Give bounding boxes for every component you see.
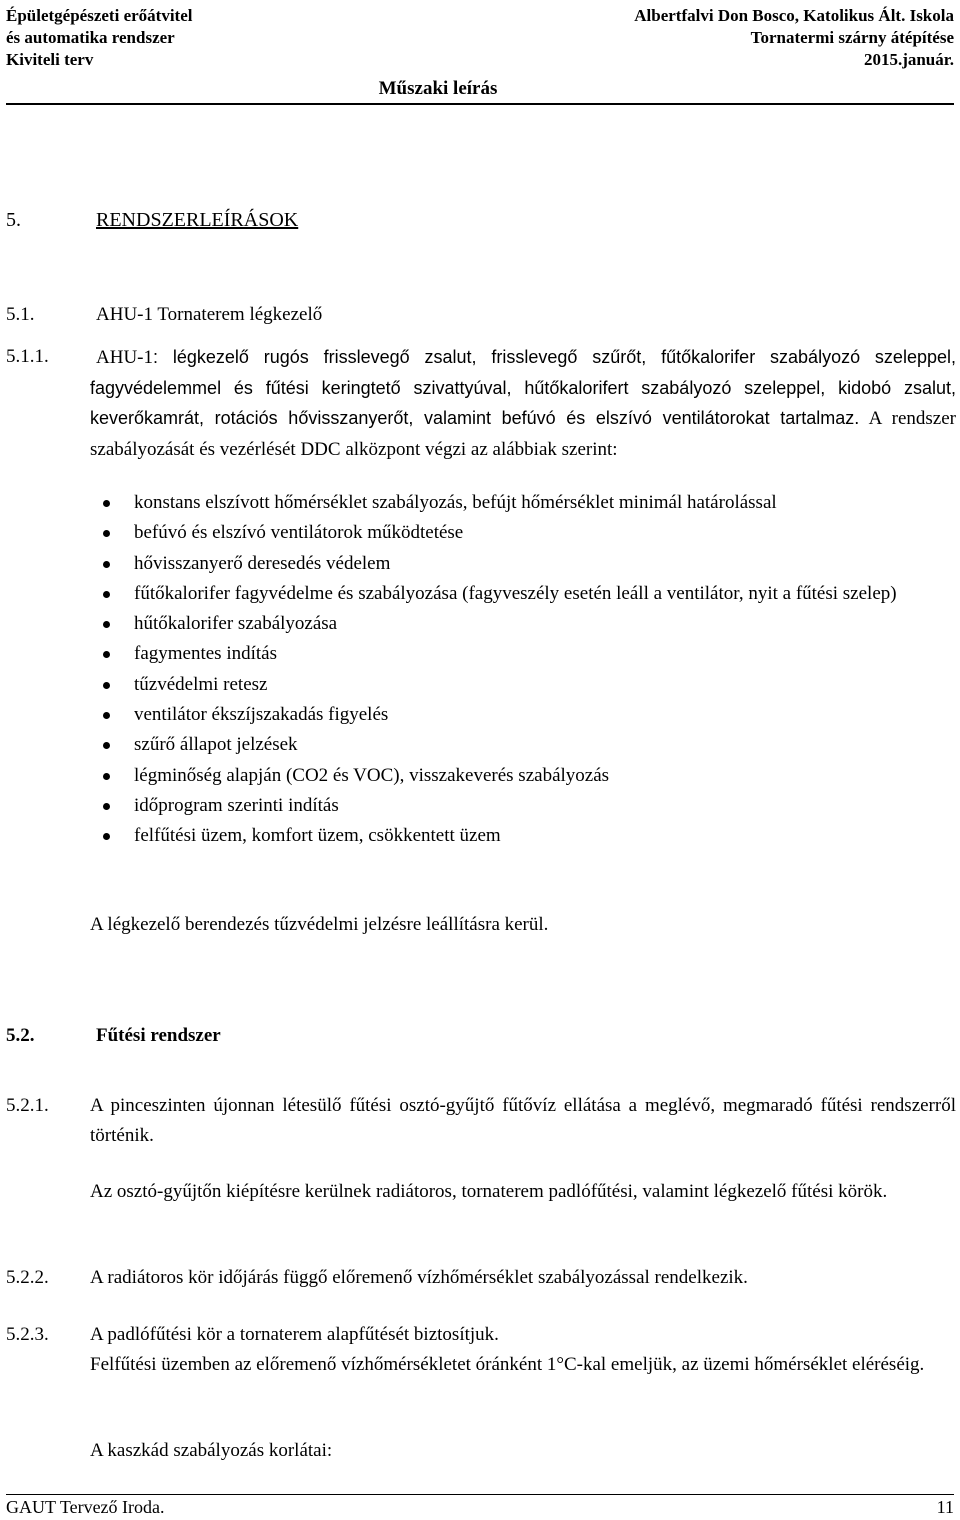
- header-rule: [6, 103, 954, 105]
- list-item: befúvó és elszívó ventilátorok működtetése: [92, 518, 954, 548]
- section-5-1-number: 5.1.: [6, 304, 35, 325]
- list-item: ventilátor ékszíjszakadás figyelés: [92, 700, 954, 730]
- footer-company: GAUT Tervező Iroda.: [6, 1497, 165, 1517]
- fire-shutdown-note: A légkezelő berendezés tűzvédelmi jelzésre leállításra kerül.: [90, 914, 549, 935]
- section-5-2-title: Fűtési rendszer: [96, 1025, 221, 1046]
- section-5-2-number: 5.2.: [6, 1025, 35, 1046]
- list-item: hővisszanyerő deresedés védelem: [92, 549, 954, 579]
- list-item: hűtőkalorifer szabályozása: [92, 609, 954, 639]
- header-right-line-2: Tornatermi szárny átépítése: [750, 28, 954, 47]
- section-5-2-3-paragraph-2: Felfűtési üzemben az előremenő vízhőmérsékletet óránként 1°C-kal emeljük, az üzemi hőmérséklet eléréséig.: [90, 1354, 925, 1375]
- list-item: időprogram szerinti indítás: [92, 791, 954, 821]
- section-5-2-1-number: 5.2.1.: [6, 1095, 49, 1116]
- section-5-1-1-paragraph: [90, 342, 956, 465]
- section-5-2-1-paragraph-1: A pinceszinten újonnan létesülő fűtési osztó-gyűjtő fűtővíz ellátása a meglévő, megmaradó fűtési rendszerről történik.: [90, 1095, 956, 1146]
- section-5-heading: [6, 208, 298, 232]
- section-5-title: RENDSZERLEÍRÁSOK: [96, 209, 299, 231]
- section-5-2-3-number: 5.2.3.: [6, 1324, 49, 1345]
- header-left: [6, 5, 192, 71]
- footer-rule: [6, 1494, 954, 1495]
- control-features-list: [92, 488, 954, 852]
- ahu-description: : légkezelő rugós frisslevegő zsalut, frisslevegő szűrőt, fűtőkalorifer szabályozó szeleppel, fagyvédelemmel és fűtési keringtető szivattyúval, hűtőkalorifert szabályozó szeleppel, kidobó zsalut, keverőkamrát, rotációs hővisszanyerőt, valamint befúvó és elszívó ventilátorokat tartalmaz.: [90, 347, 956, 428]
- section-5-1-1-number: 5.1.1.: [6, 346, 49, 367]
- section-5-2-3-line-1: A padlófűtési kör a tornaterem alapfűtését biztosítjuk.: [90, 1324, 499, 1345]
- section-5-1-title: AHU-1 Tornaterem légkezelő: [96, 304, 323, 325]
- ahu-label: AHU-1: [96, 347, 153, 368]
- header-right: [634, 5, 954, 71]
- ddc-description: A rendszer szabályozását és vezérlését DDC alközpont végzi az alábbiak szerint:: [90, 408, 956, 460]
- list-item: légminőség alapján (CO2 és VOC), visszakeverés szabályozás: [92, 761, 954, 791]
- list-item: szűrő állapot jelzések: [92, 730, 954, 760]
- list-item: felfűtési üzem, komfort üzem, csökkentett üzem: [92, 821, 954, 851]
- section-5-2-2-paragraph: A radiátoros kör időjárás függő előremenő vízhőmérséklet szabályozással rendelkezik.: [90, 1267, 748, 1288]
- list-item: fűtőkalorifer fagyvédelme és szabályozása (fagyveszély esetén leáll a ventilátor, nyit a fűtési szelep): [92, 579, 954, 609]
- list-item: fagymentes indítás: [92, 639, 954, 669]
- header-left-line-2: és automatika rendszer: [6, 28, 175, 47]
- section-5-2-3-paragraph-3: A kaszkád szabályozás korlátai:: [90, 1440, 333, 1461]
- header-left-line-3: Kiviteli terv: [6, 50, 94, 69]
- header-right-line-3: 2015.január.: [863, 50, 954, 69]
- section-5-number: 5.: [6, 209, 21, 231]
- header-left-line-1: Épületgépészeti erőátvitel: [6, 6, 193, 25]
- section-5-2-1-paragraph-2: Az osztó-gyűjtőn kiépítésre kerülnek radiátoros, tornaterem padlófűtési, valamint légkezelő fűtési körök.: [90, 1181, 888, 1202]
- footer-page-number: 11: [936, 1497, 954, 1517]
- header-center-title: Műszaki leírás: [378, 78, 498, 99]
- list-item: konstans elszívott hőmérséklet szabályozás, befújt hőmérséklet minimál határolással: [92, 488, 954, 518]
- header-right-line-1: Albertfalvi Don Bosco, Katolikus Ált. Iskola: [634, 6, 954, 25]
- list-item: tűzvédelmi retesz: [92, 670, 954, 700]
- section-5-2-2-number: 5.2.2.: [6, 1267, 49, 1288]
